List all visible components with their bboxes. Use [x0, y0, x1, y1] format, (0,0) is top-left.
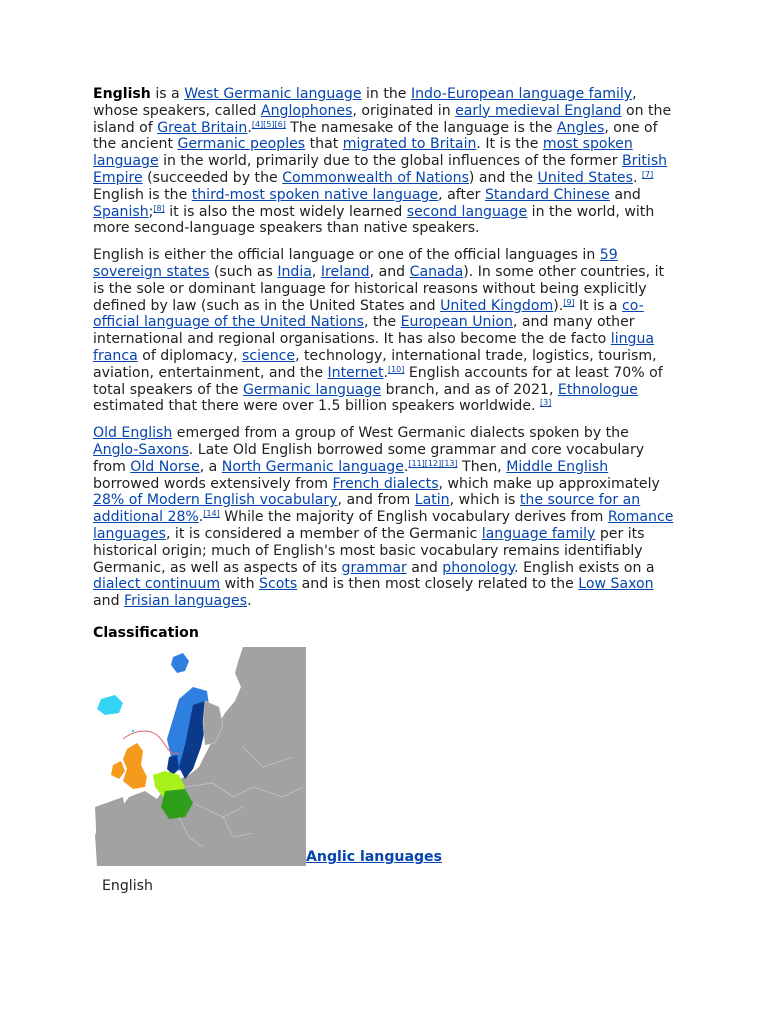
inline-link[interactable]: Anglophones: [260, 102, 353, 119]
inline-link[interactable]: French dialects: [332, 475, 439, 492]
paragraph-status: [93, 247, 675, 415]
text-run: ). In some other countries, it is the sole or dominant language for historical reasons without being explicitly defined by law (such as in the United States and: [93, 263, 665, 314]
text-run: , it is considered a member of the Germanic: [165, 525, 482, 542]
inline-link[interactable]: grammar: [341, 559, 407, 576]
text-run: .: [198, 509, 204, 526]
inline-link[interactable]: dialect continuum: [93, 576, 221, 593]
inline-link[interactable]: Germanic language: [242, 381, 382, 398]
citation-link[interactable]: [9]: [563, 297, 575, 307]
citation-link[interactable]: [7]: [641, 169, 654, 179]
inline-link[interactable]: Middle English: [506, 458, 609, 475]
text-run: .: [403, 458, 409, 475]
text-run: of diplomacy,: [137, 347, 243, 364]
text-run: English accounts for at least 70% of total speakers of the: [93, 364, 663, 398]
citation-link[interactable]: [4][5][6]: [251, 119, 286, 129]
inline-link[interactable]: migrated to Britain: [342, 136, 477, 153]
inline-link[interactable]: United Kingdom: [440, 297, 554, 314]
text-run: in the world, primarily due to the global influences of the former: [158, 153, 622, 170]
text-run: , a: [199, 458, 222, 475]
text-run: emerged from a group of West Germanic dialects spoken by the: [172, 425, 629, 442]
citation-link[interactable]: [14]: [203, 509, 220, 519]
inline-link[interactable]: Romance languages: [93, 509, 674, 542]
text-run: , whose speakers, called: [93, 86, 637, 119]
text-run: , one of the ancient: [93, 119, 658, 153]
inline-link[interactable]: Old Norse: [130, 458, 200, 475]
text-run: , originated in: [352, 102, 456, 119]
section-heading-classification: Classification: [93, 624, 199, 641]
text-run: . It is the: [476, 136, 543, 153]
text-run: and: [93, 593, 124, 610]
text-run: per its historical origin; much of English's most basic vocabulary remains identifiably Germanic, as well as aspects of its: [93, 525, 645, 576]
text-run: . Late Old English borrowed some grammar and core vocabulary from: [93, 441, 645, 475]
inline-link[interactable]: North Germanic language: [221, 458, 404, 475]
text-run: ,: [311, 263, 321, 280]
text-run: ) and the: [468, 169, 538, 186]
article-subject: English: [93, 86, 151, 102]
inline-link[interactable]: Latin: [414, 492, 450, 509]
inline-link[interactable]: Ethnologue: [557, 381, 638, 398]
citation-link[interactable]: [3]: [539, 398, 552, 408]
inline-link[interactable]: Canada: [409, 263, 464, 280]
inline-link[interactable]: Germanic peoples: [177, 136, 306, 153]
citation-link[interactable]: [11][12][13]: [408, 458, 458, 468]
inline-link[interactable]: lingua franca: [93, 331, 655, 364]
inline-link[interactable]: British Empire: [93, 153, 668, 186]
inline-link[interactable]: Angles: [556, 119, 605, 136]
inline-link[interactable]: India: [277, 263, 312, 280]
text-run: English is either the official language or one of the official languages in: [93, 247, 600, 264]
text-run: While the majority of English vocabulary derives from: [219, 509, 608, 526]
inline-link[interactable]: Anglo-Saxons: [93, 441, 189, 458]
text-run: (succeeded by the: [142, 169, 283, 186]
text-run: in the: [361, 86, 411, 102]
inline-link[interactable]: Standard Chinese: [484, 186, 610, 203]
text-run: .: [247, 593, 252, 610]
citation: [388, 365, 404, 374]
text-run: and: [609, 186, 641, 203]
citation: [642, 170, 653, 179]
inline-link[interactable]: second language: [406, 203, 528, 220]
inline-link[interactable]: language family: [481, 525, 596, 542]
text-run: .: [632, 169, 642, 186]
text-run: and: [406, 559, 443, 576]
text-run: it is also the most widely learned: [164, 203, 407, 220]
inline-link[interactable]: Frisian languages: [124, 593, 248, 610]
citation: [540, 398, 551, 407]
figure-caption: English: [102, 877, 153, 894]
text-run: , which is: [449, 492, 520, 509]
text-run: is a: [150, 86, 185, 102]
inline-link[interactable]: Spanish: [93, 203, 149, 220]
citation: [153, 204, 164, 213]
inline-link[interactable]: 28% of Modern English vocabulary: [93, 492, 338, 509]
citation-link[interactable]: [10]: [387, 364, 405, 374]
anglic-languages-link[interactable]: Anglic languages: [306, 848, 442, 865]
citation: [408, 459, 457, 468]
text-run: , which make up approximately: [438, 475, 660, 492]
text-run: . English exists on a: [514, 559, 655, 576]
text-run: ;: [148, 203, 154, 220]
text-run: borrowed words extensively from: [93, 475, 333, 492]
text-run: , and from: [337, 492, 415, 509]
text-run: .: [383, 364, 388, 381]
inline-link[interactable]: Ireland: [320, 263, 370, 280]
citation: [563, 298, 574, 307]
text-run: branch, and as of 2021,: [381, 381, 558, 398]
inline-link[interactable]: United States: [537, 169, 633, 186]
germanic-languages-map[interactable]: [93, 647, 306, 866]
inline-link[interactable]: European Union: [400, 314, 513, 331]
inline-link[interactable]: third-most spoken native language: [191, 186, 439, 203]
inline-link[interactable]: Internet: [327, 364, 384, 381]
inline-link[interactable]: most spoken language: [93, 136, 633, 170]
inline-link[interactable]: the source for an additional 28%: [93, 492, 641, 526]
inline-link[interactable]: Commonwealth of Nations: [282, 169, 469, 186]
text-run: with: [220, 576, 259, 593]
inline-link[interactable]: phonology: [442, 559, 515, 576]
inline-link[interactable]: early medieval England: [455, 102, 622, 119]
inline-link[interactable]: co-official language of the United Nations: [93, 297, 644, 331]
citation: [252, 120, 286, 129]
paragraph-intro: [93, 86, 675, 237]
classification-figure: [93, 647, 675, 866]
inline-link[interactable]: Low Saxon: [578, 576, 654, 593]
text-run: , technology, international trade, logistics, tourism, aviation, entertainment, and the: [93, 347, 657, 381]
text-run: The namesake of the language is the: [285, 119, 557, 136]
text-run: English is the: [93, 186, 192, 203]
text-run: , and: [369, 263, 410, 280]
inline-link[interactable]: science: [242, 347, 296, 364]
text-run: ).: [553, 297, 564, 314]
inline-link[interactable]: Old English: [93, 425, 173, 442]
paragraph-history: [93, 425, 675, 610]
text-run: on the island of: [93, 102, 672, 136]
text-run: , after: [438, 186, 485, 203]
text-run: .: [247, 119, 252, 136]
text-run: Then,: [457, 458, 507, 475]
citation: [203, 509, 219, 518]
text-run: , and many other international and regional organisations. It has also become the de facto: [93, 314, 635, 348]
text-run: in the world, with more second-language speakers than native speakers.: [93, 203, 655, 237]
inline-link[interactable]: Great Britain: [157, 119, 248, 136]
text-run: (such as: [209, 263, 278, 280]
inline-link[interactable]: 59 sovereign states: [93, 247, 618, 280]
text-run: , the: [364, 314, 401, 331]
text-run: estimated that there were over 1.5 billion speakers worldwide.: [93, 398, 540, 415]
citation-link[interactable]: [8]: [153, 203, 165, 213]
inline-link[interactable]: Scots: [259, 576, 298, 593]
text-run: that: [305, 136, 343, 153]
inline-link[interactable]: Indo-European language family: [410, 86, 633, 102]
article-body: [93, 86, 675, 895]
inline-link[interactable]: West Germanic language: [184, 86, 362, 102]
text-run: and is then most closely related to the: [297, 576, 579, 593]
text-run: It is a: [574, 297, 623, 314]
